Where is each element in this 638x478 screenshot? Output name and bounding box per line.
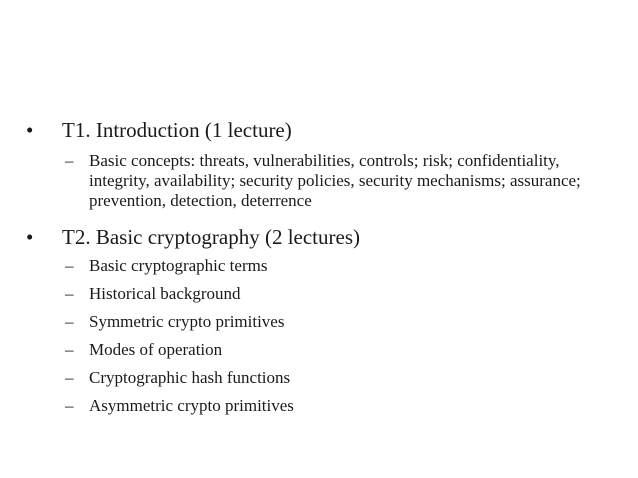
bullet-icon: •	[26, 118, 34, 142]
subitem-symmetric-primitives	[65, 312, 589, 332]
topic-title: T1. Introduction (1 lecture)	[62, 118, 292, 142]
dash-icon: –	[65, 396, 74, 415]
subitem-asymmetric-primitives	[65, 396, 589, 416]
dash-icon: –	[65, 256, 74, 275]
subitem-historical-background	[65, 284, 589, 304]
subitem-text: Basic concepts: threats, vulnerabilities, controls; risk; confidentiality, integrity, availability; security policies, security mechanisms; assurance; prevention, detection, deterrence	[89, 151, 581, 210]
subitem-basic-terms	[65, 256, 589, 276]
dash-icon: –	[65, 312, 74, 331]
subitem-modes-of-operation	[65, 340, 589, 360]
dash-icon: –	[65, 284, 74, 303]
subitem-text: Asymmetric crypto primitives	[89, 396, 294, 415]
dash-icon: –	[65, 340, 74, 359]
topic-title: T2. Basic cryptography (2 lectures)	[62, 225, 360, 249]
bullet-icon: •	[26, 225, 34, 249]
subitem-hash-functions	[65, 368, 589, 388]
topic-t1	[26, 118, 292, 142]
topic-t2	[26, 225, 360, 249]
subitem-text: Basic cryptographic terms	[89, 256, 268, 275]
subitem-basic-concepts	[65, 151, 589, 211]
subitem-text: Modes of operation	[89, 340, 223, 359]
dash-icon: –	[65, 368, 74, 387]
subitem-text: Historical background	[89, 284, 241, 303]
subitem-text: Symmetric crypto primitives	[89, 312, 285, 331]
subitem-text: Cryptographic hash functions	[89, 368, 291, 387]
dash-icon: –	[65, 151, 74, 170]
